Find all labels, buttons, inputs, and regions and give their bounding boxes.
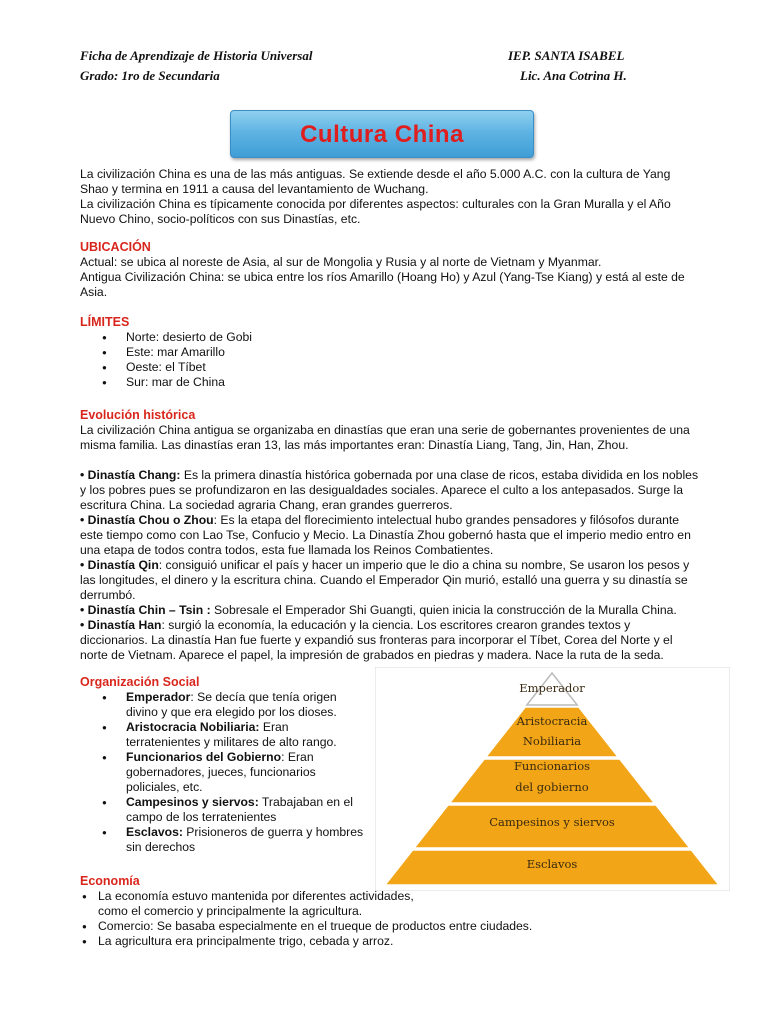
evolucion-section — [80, 408, 700, 453]
social-pyramid-svg — [375, 667, 730, 891]
ubicacion-line: Antigua Civilización China: se ubica entre los ríos Amarillo (Hoang Ho) y Azul (Yang-Tse Kiang) y está al este de Asia. — [80, 270, 685, 299]
dynasty-paragraph — [80, 558, 700, 603]
section-heading: LÍMITES — [80, 315, 130, 329]
dynasty-name: • Dinastía Chang: — [80, 468, 181, 482]
pyramid-level-1-label: Emperador — [519, 681, 585, 695]
section-heading: Evolución histórica — [80, 408, 196, 422]
list-item — [80, 720, 365, 750]
list-item — [80, 825, 365, 855]
dynasty-paragraph — [80, 468, 700, 513]
dynasty-text: Es la primera dinastía histórica gobernada por una clase de ricos, estaba dividida en los nobles y los pobres pues se profundizaron en las desigualdades sociales. Aparece el culto a los antepasados. Surge la escritura China. La sociedad agraria Chang, eran grandes guerreros. — [80, 468, 699, 512]
list-item: ● Comercio: Se basaba especialmente en el trueque de productos entre ciudades. — [80, 919, 578, 934]
dynasty-text: : Es la etapa del florecimiento intelectual hubo grandes pensadores y filósofos durante este tiempo como con Lao Tse, Confucio y Mecio. La Dinastía Zhou gobernó hasta que el imperio medio entro en una etapa de todos contra todos, esta fue llamada los Reinos Combatientes. — [80, 513, 691, 557]
dynasty-text: Sobresale el Emperador Shi Guangti, quien inicia la construcción de la Muralla China. — [210, 603, 677, 617]
pyramid-level-5-label: Esclavos — [526, 857, 578, 871]
section-heading: Economía — [80, 874, 140, 888]
section-heading: Organización Social — [80, 675, 200, 689]
list-item: ● Sur: mar de China — [80, 375, 700, 390]
dynasty-name: • Dinastía Qin — [80, 558, 159, 572]
list-item: ● Este: mar Amarillo — [80, 345, 700, 360]
header-teacher: Lic. Ana Cotrina H. — [520, 68, 627, 83]
header-grade: Grado: 1ro de Secundaria — [80, 68, 220, 83]
list-item: ● Oeste: el Tíbet — [80, 360, 700, 375]
organizacion-section — [80, 675, 365, 855]
class-desc: Prisioneros de guerra y hombres sin derechos — [126, 825, 364, 854]
dynasty-text: : surgió la economía, la educación y la ciencia. Los escritores crearon grandes textos y diccionarios. La dinastía Han fue fuerte y expandió sus fronteras para incorporar el Tíbet, Corea del Norte y el norte de Vietnam. Aparece el papel, la impresión de grabados en piedras y madera. Nace la ruta de la seda. — [80, 618, 673, 662]
intro-paragraph: La civilización China es típicamente conocida por diferentes aspectos: culturales con la Gran Muralla y el Año Nuevo Chino, socio-políticos con sus Dinastías, etc. — [80, 197, 671, 226]
ubicacion-line: Actual: se ubica al noreste de Asia, al sur de Mongolia y Rusia y al norte de Vietnam y Myanmar. — [80, 255, 602, 269]
dynasty-name: • Dinastía Han — [80, 618, 162, 632]
pyramid-level-3-label: del gobierno — [515, 780, 589, 794]
class-term: Aristocracia Nobiliaria: — [126, 720, 260, 734]
limites-list — [80, 330, 700, 390]
dynasty-paragraph — [80, 618, 700, 663]
dynasty-paragraph — [80, 513, 700, 558]
list-item — [80, 795, 365, 825]
pyramid-level-2-label: Aristocracia — [516, 714, 588, 728]
class-desc: Trabajaban en el campo de los terratenientes — [126, 795, 353, 824]
dynasty-paragraph — [80, 603, 700, 618]
list-item: ● La agricultura era principalmente trigo, cebada y arroz. — [80, 934, 578, 949]
social-pyramid-diagram — [375, 667, 730, 891]
list-item — [80, 690, 365, 720]
intro-section — [80, 167, 700, 227]
pyramid-level-4-label: Campesinos y siervos — [489, 815, 615, 829]
list-item — [80, 750, 365, 795]
economia-section — [80, 874, 533, 949]
class-term: Emperador — [126, 690, 191, 704]
ubicacion-section — [80, 240, 700, 300]
list-item: ● La economía estuvo mantenida por diferentes actividades, como el comercio y principalmente la agricultura. — [80, 889, 428, 919]
class-desc: : Eran gobernadores, jueces, funcionarios policiales, etc. — [126, 750, 316, 794]
pyramid-level-2-label: Nobiliaria — [522, 734, 582, 748]
intro-paragraph: La civilización China es una de las más antiguas. Se extiende desde el año 5.000 A.C. con la cultura de Yang Shao y termina en 1911 a causa del levantamiento de Wuchang. — [80, 167, 671, 196]
class-term: Campesinos y siervos: — [126, 795, 259, 809]
class-term: Funcionarios del Gobierno — [126, 750, 282, 764]
evolucion-text: La civilización China antigua se organizaba en dinastías que eran una serie de gobernantes provenientes de una misma familia. Las dinastías eran 13, las más importantes eran: Dinastía Liang, Tang, Jin, Han, Zhou. — [80, 423, 690, 452]
header-school: IEP. SANTA ISABEL — [508, 48, 625, 63]
organizacion-list — [80, 690, 365, 855]
page-title: Cultura China — [300, 120, 464, 148]
dynasty-name: • Dinastía Chin – Tsin : — [80, 603, 211, 617]
class-term: Esclavos: — [126, 825, 183, 839]
class-desc: : Se decía que tenía origen divino y que era elegido por los dioses. — [126, 690, 337, 719]
dinastias-section — [80, 468, 700, 663]
header-course-title: Ficha de Aprendizaje de Historia Universal — [80, 48, 313, 63]
limites-section — [80, 315, 700, 390]
economia-list — [80, 889, 533, 949]
dynasty-name: • Dinastía Chou o Zhou — [80, 513, 214, 527]
dynasty-text: : consiguió unificar el país y hacer un imperio que le dio a china su nombre, Se usaron los pesos y las longitudes, el dinero y la escritura china. Cuando el Emperador Qin murió, estalló una guerra y su dinastía se derrumbó. — [80, 558, 690, 602]
class-desc: Eran terratenientes y militares de alto rango. — [126, 720, 337, 749]
title-banner — [230, 110, 534, 158]
pyramid-level-3-label: Funcionarios — [513, 759, 591, 773]
section-heading: UBICACIÓN — [80, 240, 151, 254]
list-item: ● Norte: desierto de Gobi — [80, 330, 700, 345]
